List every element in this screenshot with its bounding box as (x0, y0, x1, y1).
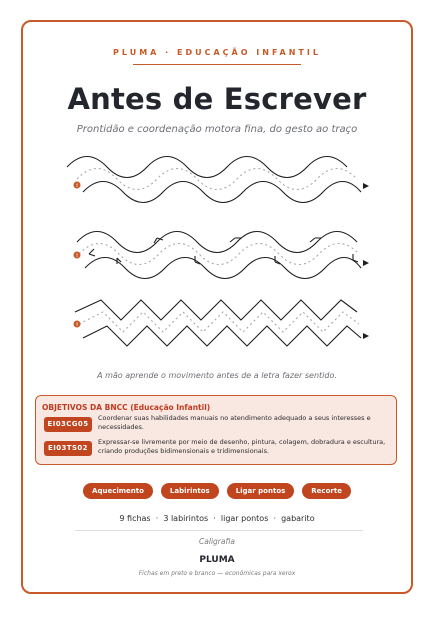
zigzag-track (74, 300, 370, 346)
wave-2-upper (77, 232, 357, 253)
page-frame (21, 20, 413, 594)
page-title: Antes de Escrever (67, 82, 367, 116)
wave-1-guide (77, 169, 357, 190)
zigzag-lower (83, 326, 361, 346)
objective-text: Expressar-se livremente por meio de desenho, pintura, colagem, dobradura e escultura, criando produções bidimensionais e tridimensionais. (98, 438, 386, 455)
wave-track-2 (74, 232, 370, 279)
tag-ligar-pontos: Ligar pontos (227, 483, 295, 499)
objective-code: EI03CG05 (44, 417, 92, 432)
activity-tags (23, 483, 411, 499)
category-label: Caligrafia (199, 537, 235, 546)
footer-brand: PLUMA (199, 555, 235, 565)
tag-labirintos: Labirintos (161, 483, 219, 499)
wave-1-lower (83, 182, 361, 203)
tracing-illustration (23, 22, 415, 596)
page-subtitle: Prontidão e coordenação motora fina, do gesto ao traço (76, 124, 358, 135)
end-arrow-2 (363, 260, 369, 266)
objective-code: EI03TS02 (44, 441, 92, 456)
content-stats: 9 fichas · 3 labirintos · ligar pontos · gabarito (119, 514, 315, 523)
wave-1-upper (67, 157, 347, 178)
objective-row (44, 414, 390, 436)
wave-track-1 (67, 157, 369, 203)
start-mark-3: ! (75, 323, 79, 328)
start-mark-1: ! (75, 184, 79, 189)
objectives-title: OBJETIVOS DA BNCC (Educação Infantil) (42, 403, 211, 412)
zigzag-guide (79, 312, 359, 332)
brand-header: PLUMA · EDUCAÇÃO INFANTIL (113, 48, 321, 57)
objective-text: Coordenar suas habilidades manuais no atendimento adequado a seus interesses e necessidades. (98, 414, 371, 431)
bncc-objectives-panel (35, 395, 397, 465)
start-mark-2: ! (75, 254, 79, 259)
tracing-caption: A mão aprende o movimento antes de a letra fazer sentido. (97, 371, 337, 380)
end-arrow-3 (363, 333, 369, 339)
tag-aquecimento: Aquecimento (83, 483, 153, 499)
end-arrow-1 (363, 183, 369, 189)
tag-recorte: Recorte (302, 483, 351, 499)
objective-row (44, 438, 390, 460)
footer-note: Fichas em preto e branco — econômicas para xerox (138, 570, 296, 577)
footer-divider (75, 530, 363, 531)
zigzag-upper (75, 300, 357, 320)
